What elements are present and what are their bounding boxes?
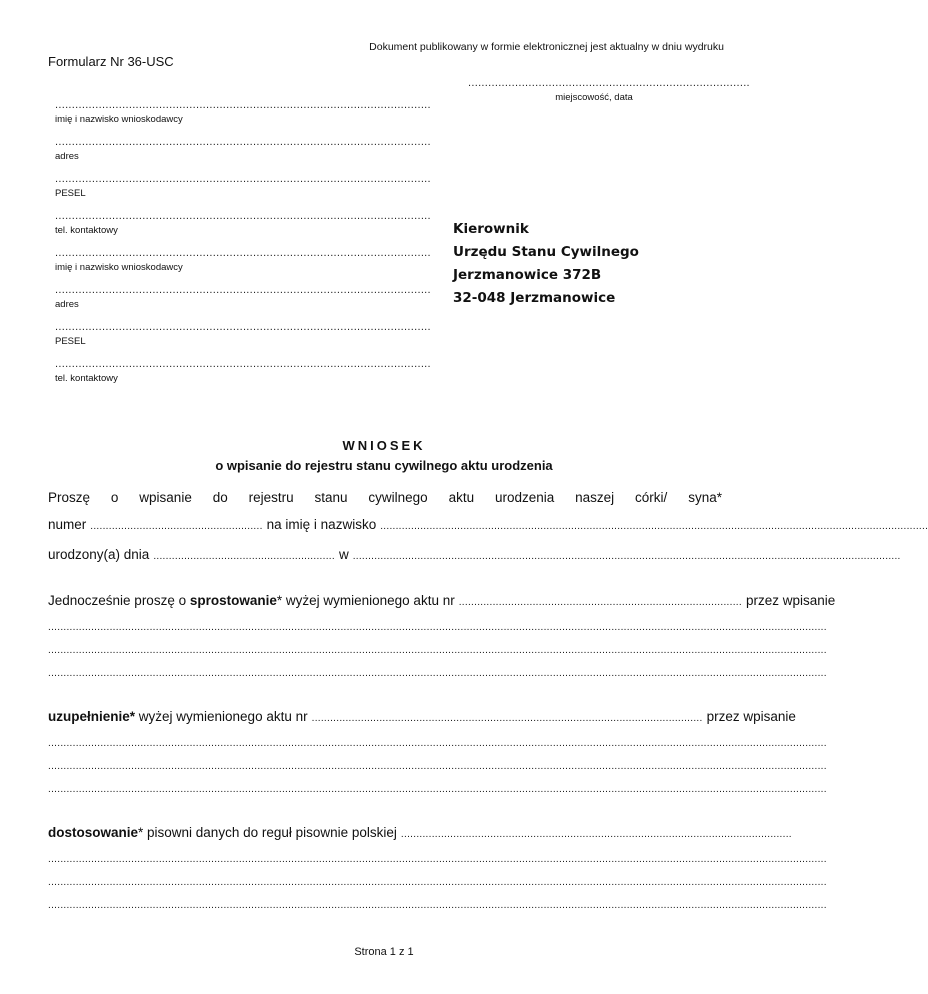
field-label: imię i nazwisko wnioskodawcy <box>55 114 183 125</box>
correction-line <box>48 593 836 608</box>
adaptation-entry-line: ............................................................................................................................................................................................................................................................. <box>48 854 827 865</box>
word: stanu <box>314 490 348 505</box>
word: naszej <box>575 490 615 505</box>
supplement-entry-line: ............................................................................................................................................................................................................................................................. <box>48 738 827 749</box>
in-label: w <box>338 547 349 562</box>
word: wpisanie <box>139 490 192 505</box>
place-fill: .................................................................................................................................................................................. <box>352 551 901 562</box>
adaptation-keyword: dostosowanie <box>48 825 139 840</box>
word: Proszę <box>48 490 91 505</box>
adaptation-entry-line: ............................................................................................................................................................................................................................................................. <box>48 877 827 888</box>
name-label: na imię i nazwisko <box>266 517 377 532</box>
applicant-phone-field-1: ................................................................................................................ tel. kontaktowy <box>55 210 431 236</box>
applicant-address-field-2: ................................................................................................................ adres <box>55 284 431 310</box>
adaptation-fill: ............................................................................................................................... <box>400 829 792 840</box>
word: do <box>212 490 228 505</box>
applicant-phone-field-2: ................................................................................................................ tel. kontaktowy <box>55 358 431 384</box>
field-label: tel. kontaktowy <box>55 373 118 384</box>
act-number-line <box>48 517 928 532</box>
born-label: urodzony(a) dnia <box>48 547 150 562</box>
correction-fill: ............................................................................................ <box>458 597 742 608</box>
correction-keyword: sprostowanie <box>189 593 277 608</box>
applicant-address-field-1: ................................................................................................................ adres <box>55 136 431 162</box>
field-label: adres <box>55 299 79 310</box>
numer-fill: ........................................................ <box>90 521 263 532</box>
field-label: PESEL <box>55 336 86 347</box>
addressee-line: Jerzmanowice 372B <box>453 267 602 283</box>
applicant-pesel-field-2: ................................................................................................................ PESEL <box>55 321 431 347</box>
addressee-line: 32-048 Jerzmanowice <box>453 290 616 306</box>
correction-entry-line: ............................................................................................................................................................................................................................................................. <box>48 622 827 633</box>
form-number: Formularz Nr 36-USC <box>48 54 174 69</box>
adaptation-line <box>48 825 792 840</box>
addressee-line: Kierownik <box>453 221 529 237</box>
word: rejestru <box>248 490 294 505</box>
word: urodzenia <box>494 490 555 505</box>
born-fill: ........................................................... <box>153 551 335 562</box>
place-date-label: miejscowość, data <box>555 92 633 103</box>
place-date-line: .................................................................................... <box>468 77 750 89</box>
adaptation-text: dostosowanie* pisowni danych do reguł pisownie polskiej <box>48 825 397 840</box>
field-label: imię i nazwisko wnioskodawcy <box>55 262 183 273</box>
supplement-line <box>48 709 796 724</box>
publication-notice: Dokument publikowany w formie elektronicznej jest aktualny w dniu wydruku <box>369 41 724 53</box>
numer-label: numer <box>48 517 87 532</box>
document-subtitle: o wpisanie do rejestru stanu cywilnego aktu urodzenia <box>215 458 553 473</box>
supplement-entry-line: ............................................................................................................................................................................................................................................................. <box>48 784 827 795</box>
field-label: PESEL <box>55 188 86 199</box>
supplement-entry-line: ............................................................................................................................................................................................................................................................. <box>48 761 827 772</box>
field-label: tel. kontaktowy <box>55 225 118 236</box>
name-fill: .................................................................................................................................................................................. <box>380 521 928 532</box>
correction-entry-line: ............................................................................................................................................................................................................................................................. <box>48 668 827 679</box>
request-intro-line <box>48 490 722 505</box>
word: córki/ <box>635 490 668 505</box>
place-date-field <box>468 77 750 103</box>
field-label: adres <box>55 151 79 162</box>
document-title: WNIOSEK <box>342 438 426 453</box>
supplement-fill: ............................................................................................................................... <box>311 713 703 724</box>
addressee-line: Urzędu Stanu Cywilnego <box>453 244 639 260</box>
correction-entry-line: ............................................................................................................................................................................................................................................................. <box>48 645 827 656</box>
word: syna* <box>688 490 722 505</box>
word: o <box>110 490 119 505</box>
page-number: Strona 1 z 1 <box>354 946 414 958</box>
applicant-pesel-field-1: ................................................................................................................ PESEL <box>55 173 431 199</box>
supplement-tail: przez wpisanie <box>706 709 796 724</box>
correction-text: Jednocześnie proszę o sprostowanie* wyżej wymienionego aktu nr <box>48 593 455 608</box>
applicant-name-field-1: ................................................................................................................ imię i nazwisko wnioskodawcy <box>55 99 431 125</box>
supplement-text: uzupełnienie* wyżej wymienionego aktu nr <box>48 709 308 724</box>
adaptation-entry-line: ............................................................................................................................................................................................................................................................. <box>48 900 827 911</box>
word: aktu <box>448 490 475 505</box>
word: cywilnego <box>368 490 428 505</box>
supplement-keyword: uzupełnienie* <box>48 709 136 724</box>
correction-tail: przez wpisanie <box>745 593 836 608</box>
applicant-name-field-2: ................................................................................................................ imię i nazwisko wnioskodawcy <box>55 247 431 273</box>
addressee-block <box>453 218 639 310</box>
birth-line <box>48 547 901 562</box>
